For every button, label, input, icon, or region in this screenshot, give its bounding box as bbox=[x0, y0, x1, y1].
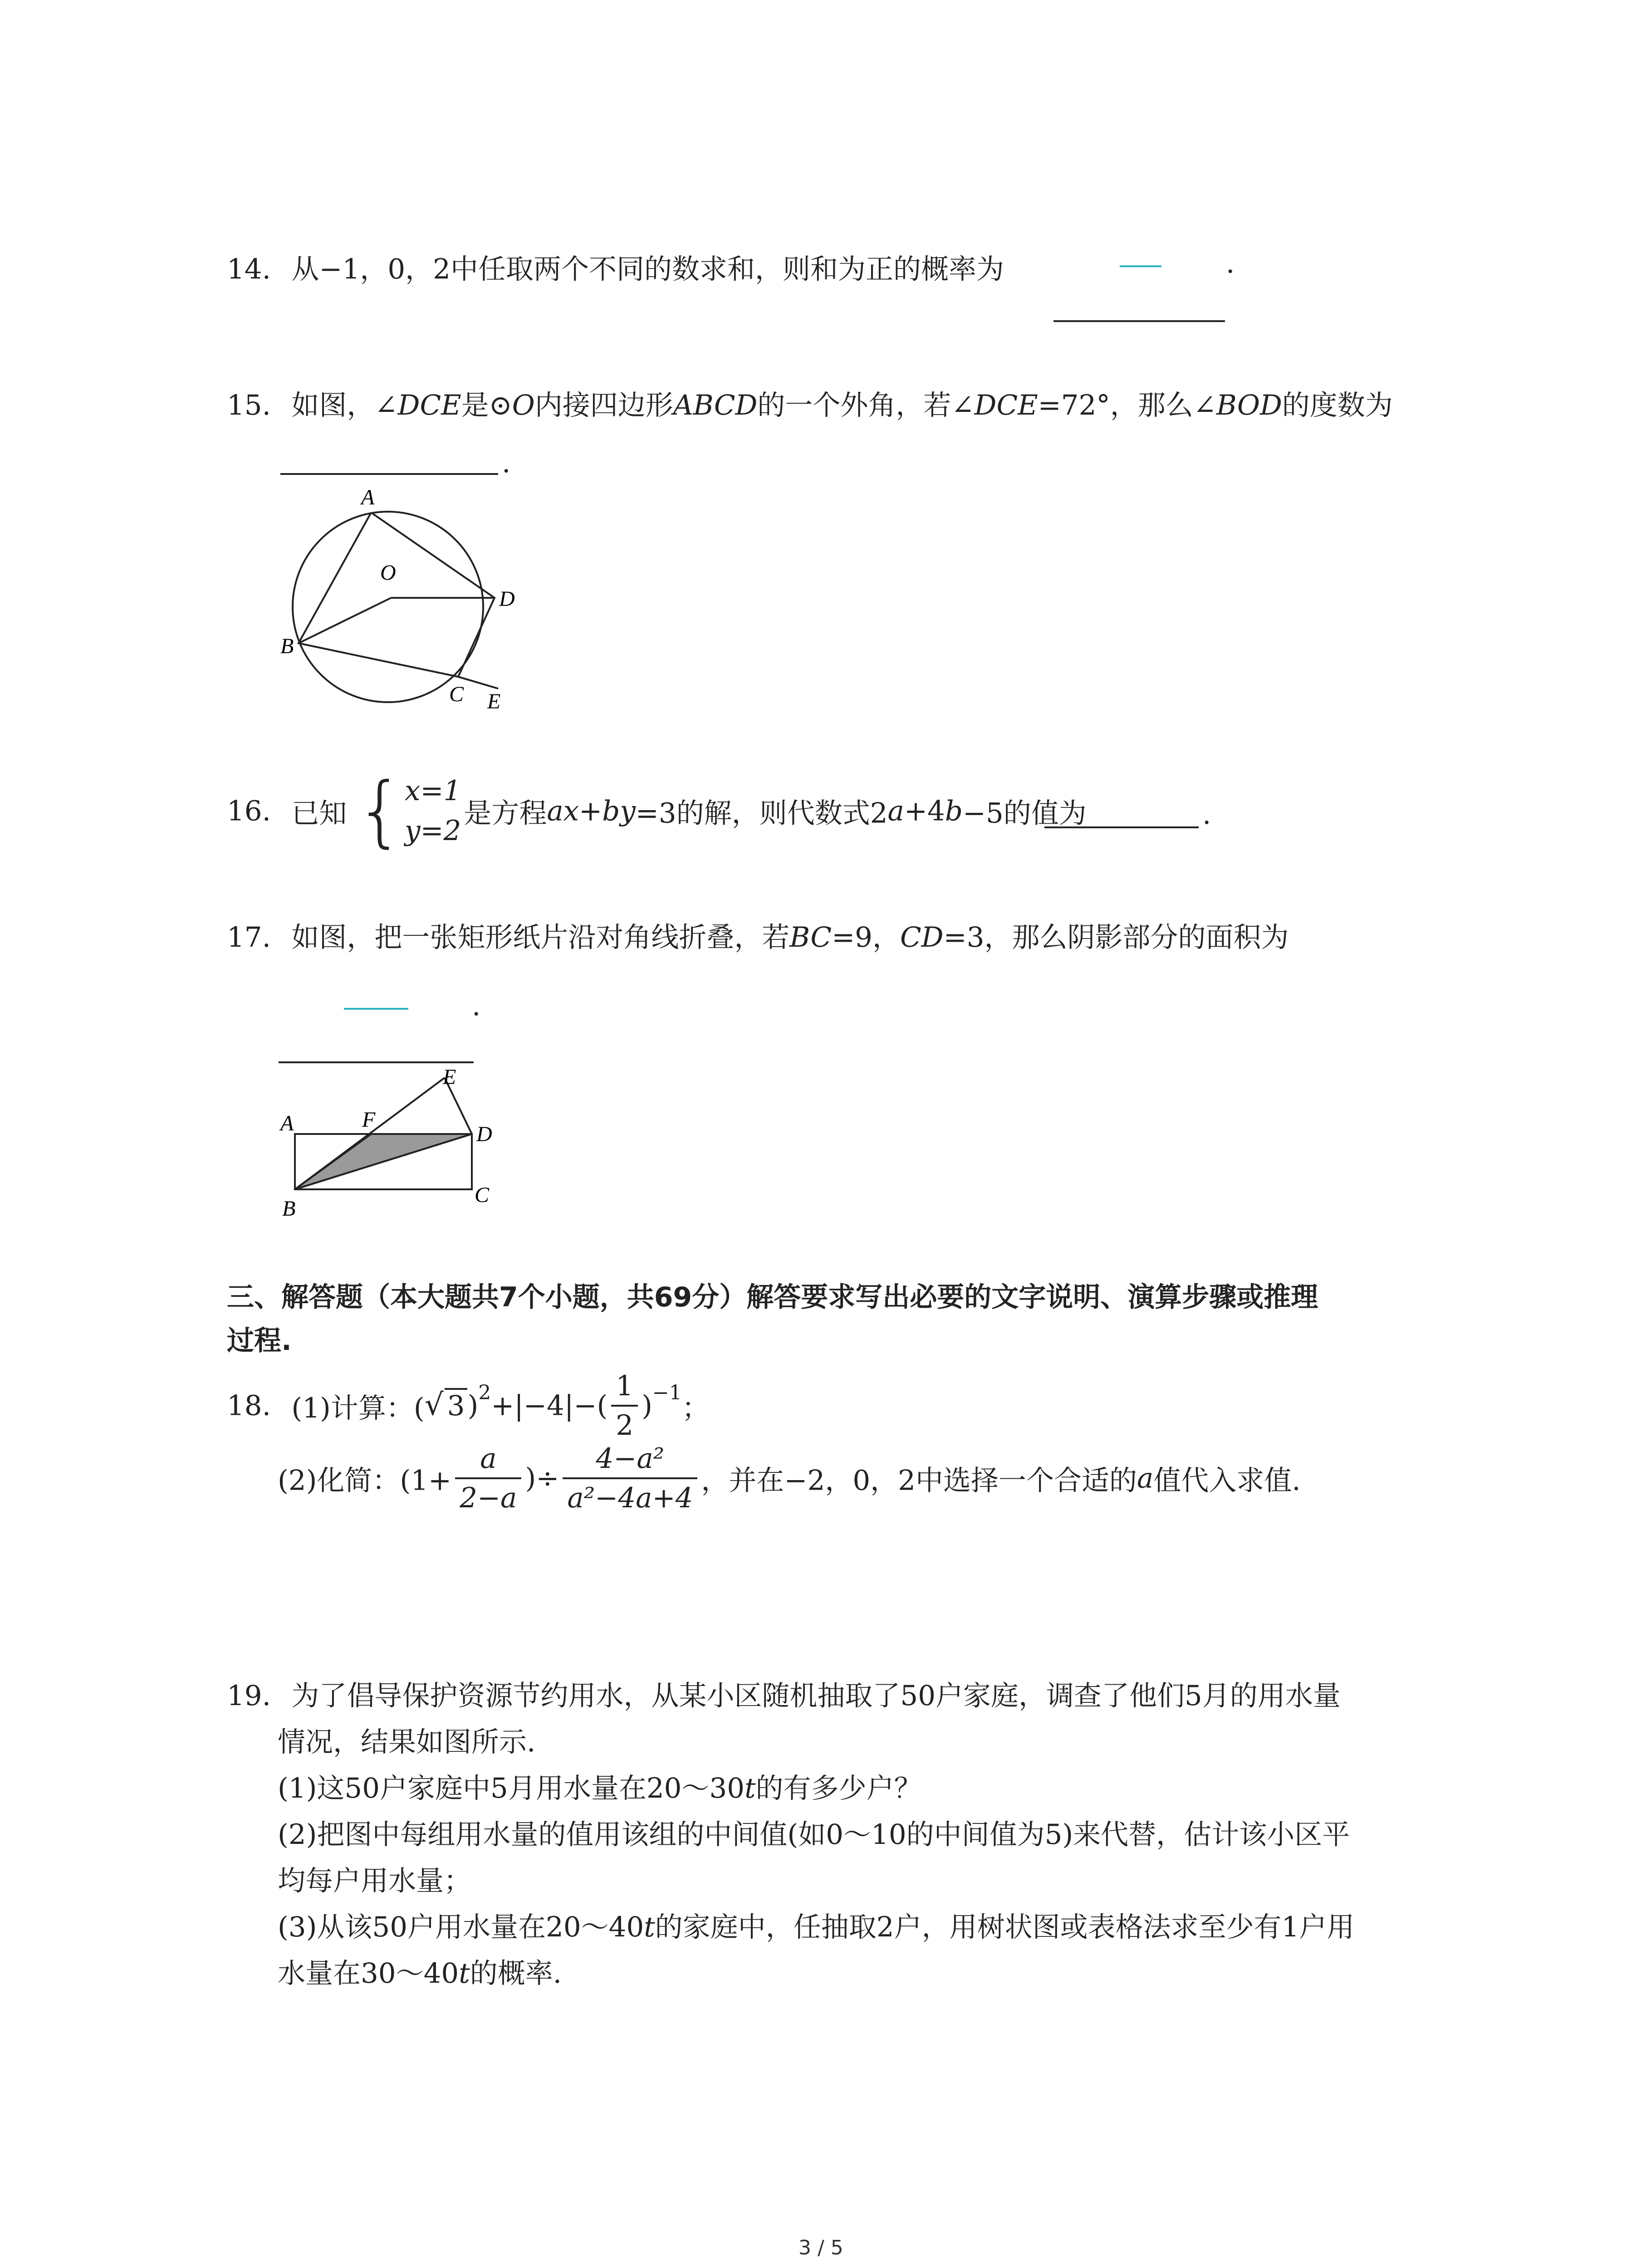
text-segment: ，并在−2，0，2中选择一个合适的 bbox=[701, 1464, 1137, 1497]
text-segment: 的度数为 bbox=[1282, 389, 1393, 421]
label-o: O bbox=[380, 561, 396, 585]
text-segment: 的一个外角，若 bbox=[757, 389, 951, 421]
label-d: D bbox=[499, 587, 515, 611]
question-16 bbox=[227, 766, 1087, 856]
text-segment: ； bbox=[681, 1392, 710, 1424]
question-number: 16. bbox=[227, 795, 271, 827]
denominator: 2 bbox=[616, 1409, 634, 1442]
question-number: 19. bbox=[227, 1680, 271, 1712]
label-b: B bbox=[282, 1197, 296, 1221]
text-line: 情况，结果如图所示. bbox=[278, 1726, 536, 1758]
question-end-period: . bbox=[1226, 247, 1235, 279]
numerator: 1 bbox=[611, 1370, 638, 1407]
math-segment: a bbox=[887, 795, 904, 827]
fraction bbox=[611, 1370, 638, 1442]
equation-1: x=1 bbox=[404, 775, 461, 807]
question-number: 14. bbox=[227, 253, 271, 285]
label-a: A bbox=[280, 1111, 294, 1135]
text-segment: 是⊙ bbox=[461, 389, 512, 421]
text-line bbox=[278, 1951, 562, 1991]
exponent: −1 bbox=[652, 1381, 682, 1405]
denominator: a²−4a+4 bbox=[567, 1482, 693, 1514]
question-text: 从−1，0，2中任取两个不同的数求和，则和为正的概率为 bbox=[291, 253, 1004, 285]
unit: t bbox=[459, 1957, 470, 1989]
sub-question-1 bbox=[278, 1766, 922, 1806]
text-segment: 的有多少户？ bbox=[755, 1772, 922, 1804]
label-c: C bbox=[449, 682, 464, 706]
text-segment: +4 bbox=[904, 795, 945, 827]
label-d: D bbox=[476, 1122, 492, 1146]
label-a: A bbox=[361, 485, 375, 509]
section-heading-cont: 过程. bbox=[227, 1325, 292, 1357]
text-segment: =72°，那么 bbox=[1038, 389, 1193, 421]
sub-question-2: (2)把图中每组用水量的值用该组的中间值(如0～10的中间值为5)来代替，估计该小区平 bbox=[278, 1818, 1350, 1851]
circle-quadrilateral-figure bbox=[272, 472, 563, 726]
radicand: 3 bbox=[445, 1388, 468, 1422]
equation-2: y=2 bbox=[404, 815, 461, 847]
math-segment: b bbox=[945, 795, 963, 827]
question-18-part-1 bbox=[227, 1370, 710, 1442]
math-segment: ∠DCE bbox=[951, 389, 1038, 421]
question-end-period: . bbox=[502, 447, 511, 479]
text-segment: ) bbox=[467, 1389, 479, 1422]
text-segment: )÷ bbox=[525, 1462, 559, 1495]
brace-symbol: { bbox=[355, 766, 405, 856]
text-segment: (3)从该50户用水量在20～40 bbox=[278, 1911, 644, 1943]
answer-blank bbox=[1053, 320, 1225, 322]
answer-mark bbox=[344, 1008, 408, 1010]
text-segment: 的家庭中，任抽取2户，用树状图或表格法求至少有1户用 bbox=[655, 1911, 1355, 1943]
text-segment: =9， bbox=[832, 921, 900, 953]
text-segment: =3的解，则代数式2 bbox=[635, 797, 888, 830]
math-segment: a bbox=[1136, 1462, 1154, 1495]
question-17 bbox=[227, 915, 1289, 955]
numerator: a bbox=[455, 1442, 521, 1479]
text-segment: 如图， bbox=[291, 389, 375, 421]
radical-sign-icon: √ bbox=[424, 1387, 444, 1422]
section-heading: 三、解答题（本大题共7个小题，共69分）解答要求写出必要的文字说明、演算步骤或推理 bbox=[227, 1281, 1318, 1313]
question-18-part-2 bbox=[278, 1442, 1301, 1514]
text-segment: ) bbox=[642, 1389, 652, 1422]
folded-rectangle-figure bbox=[272, 1061, 517, 1229]
math-segment: ∠DCE bbox=[374, 389, 461, 421]
question-19 bbox=[227, 1674, 1341, 1713]
question-number: 18. bbox=[227, 1389, 271, 1422]
fraction bbox=[455, 1442, 521, 1514]
label-e: E bbox=[443, 1065, 456, 1089]
fraction bbox=[563, 1442, 697, 1514]
text-segment: (2)化简：(1+ bbox=[278, 1464, 452, 1497]
math-segment: ABCD bbox=[673, 389, 758, 421]
label-e: E bbox=[487, 689, 501, 714]
math-segment: ax+by bbox=[547, 795, 636, 827]
label-c: C bbox=[475, 1183, 490, 1207]
text-segment: 水量在30～40 bbox=[278, 1957, 459, 1989]
question-end-period: . bbox=[1202, 798, 1211, 831]
question-15 bbox=[227, 383, 1393, 423]
text-segment: 内接四边形 bbox=[534, 389, 673, 421]
sub-question-3 bbox=[278, 1905, 1354, 1945]
text-segment: (1)这50户家庭中5月用水量在20～30 bbox=[278, 1772, 745, 1804]
page-number: 3 / 5 bbox=[798, 2236, 843, 2259]
text-line: 为了倡导保护资源节约用水，从某小区随机抽取了50户家庭，调查了他们5月的用水量 bbox=[291, 1680, 1341, 1712]
label-f: F bbox=[362, 1108, 376, 1132]
math-segment: BC bbox=[789, 921, 832, 953]
text-line: 均每户用水量； bbox=[278, 1865, 472, 1897]
text-segment: 是方程 bbox=[464, 797, 547, 830]
question-number: 15. bbox=[227, 389, 271, 421]
denominator: 2−a bbox=[460, 1482, 517, 1514]
text-segment: 如图，把一张矩形纸片沿对角线折叠，若 bbox=[291, 921, 790, 953]
math-segment: O bbox=[512, 389, 535, 421]
text-segment: =3，那么阴影部分的面积为 bbox=[943, 921, 1289, 953]
answer-blank bbox=[1044, 826, 1199, 828]
math-segment: ∠BOD bbox=[1193, 389, 1282, 421]
unit: t bbox=[745, 1772, 756, 1804]
numerator: 4−a² bbox=[563, 1442, 697, 1479]
label-b: B bbox=[280, 634, 294, 658]
square-root bbox=[424, 1387, 468, 1422]
text-segment: −5的值为 bbox=[962, 797, 1087, 830]
equation-system bbox=[405, 771, 461, 851]
exponent: 2 bbox=[478, 1381, 491, 1405]
question-14 bbox=[227, 247, 1004, 287]
math-segment: CD bbox=[900, 921, 944, 953]
text-segment: 已知 bbox=[291, 797, 347, 830]
unit: t bbox=[644, 1911, 655, 1943]
text-segment: 的概率. bbox=[470, 1957, 562, 1989]
answer-mark bbox=[1120, 265, 1161, 267]
text-segment: 值代入求值. bbox=[1153, 1464, 1301, 1497]
question-end-period: . bbox=[472, 990, 481, 1022]
text-segment: +|−4|−( bbox=[491, 1389, 608, 1422]
text-segment: (1)计算：( bbox=[291, 1392, 425, 1424]
question-number: 17. bbox=[227, 921, 271, 953]
